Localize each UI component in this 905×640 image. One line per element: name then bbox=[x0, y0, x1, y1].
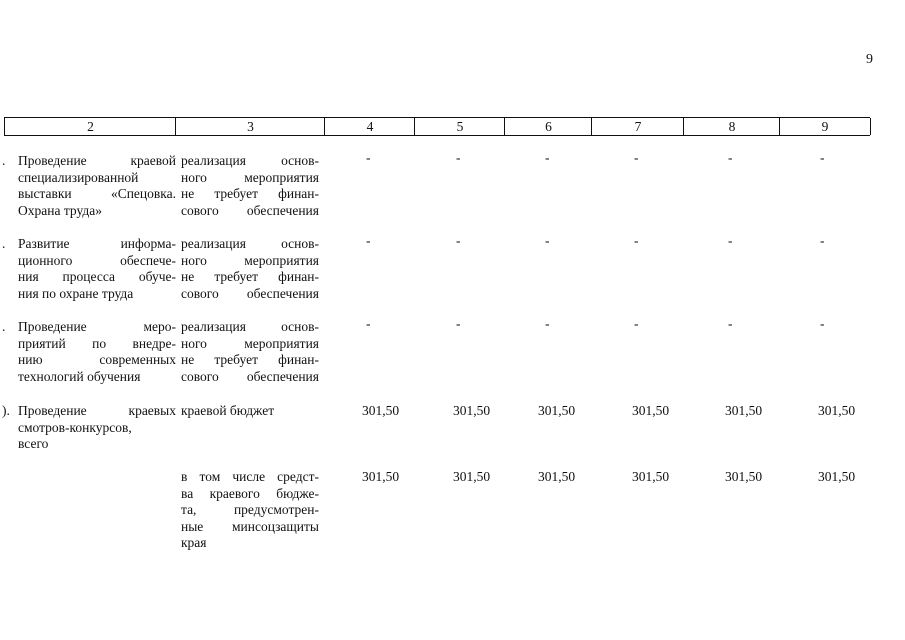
header-cell-9: 9 bbox=[779, 118, 871, 135]
value-cell-5: 301,50 bbox=[453, 469, 491, 484]
value-cell-9: - bbox=[820, 233, 825, 248]
value-cell-8: - bbox=[728, 233, 733, 248]
value-cell-7: - bbox=[634, 316, 639, 331]
value-cell-9: 301,50 bbox=[818, 403, 856, 418]
value-cell-4: 301,50 bbox=[362, 469, 400, 484]
value-cell-6: 301,50 bbox=[538, 403, 576, 418]
value-cell-7: - bbox=[634, 150, 639, 165]
header-cell-6: 6 bbox=[504, 118, 592, 135]
value-cell-9: 301,50 bbox=[818, 469, 856, 484]
measure-name: Проведение краевой специализированной выставки «Спецовка. Охрана труда» bbox=[18, 153, 176, 218]
value-cell-6: 301,50 bbox=[538, 469, 576, 484]
header-cell-4: 4 bbox=[324, 118, 415, 135]
measure-name: Проведение меро- приятий по внедре- нию современных технологий обучения bbox=[18, 319, 176, 384]
value-cell-8: 301,50 bbox=[725, 403, 763, 418]
value-cell-5: - bbox=[456, 150, 461, 165]
row-number: . bbox=[2, 153, 6, 168]
funding-source: краевой бюджет bbox=[181, 403, 275, 418]
value-cell-5: 301,50 bbox=[453, 403, 491, 418]
value-cell-7: - bbox=[634, 233, 639, 248]
funding-source: реализация основ- ного мероприятия не требует финан- сового обеспечения bbox=[181, 319, 319, 384]
table-header-row bbox=[4, 117, 870, 136]
value-cell-7: 301,50 bbox=[632, 403, 670, 418]
value-cell-8: - bbox=[728, 316, 733, 331]
value-cell-8: 301,50 bbox=[725, 469, 763, 484]
value-cell-4: - bbox=[366, 233, 371, 248]
header-cell-7: 7 bbox=[591, 118, 684, 135]
row-number: . bbox=[2, 319, 6, 334]
funding-source: реализация основ- ного мероприятия не требует финан- сового обеспечения bbox=[181, 236, 319, 301]
measure-name: Развитие информа- ционного обеспече- ния процесса обуче- ния по охране труда bbox=[18, 236, 176, 301]
funding-source: реализация основ- ного мероприятия не требует финан- сового обеспечения bbox=[181, 153, 319, 218]
value-cell-8: - bbox=[728, 150, 733, 165]
value-cell-9: - bbox=[820, 316, 825, 331]
measure-name: Проведение краевых смотров-конкурсов, всего bbox=[18, 403, 176, 451]
value-cell-6: - bbox=[545, 233, 550, 248]
value-cell-5: - bbox=[456, 233, 461, 248]
value-cell-4: 301,50 bbox=[362, 403, 400, 418]
row-number: . bbox=[2, 236, 6, 251]
header-cell-5: 5 bbox=[414, 118, 505, 135]
page-number: 9 bbox=[866, 52, 873, 67]
header-cell-2: 2 bbox=[4, 118, 176, 135]
value-cell-4: - bbox=[366, 150, 371, 165]
header-cell-3: 3 bbox=[175, 118, 325, 135]
value-cell-7: 301,50 bbox=[632, 469, 670, 484]
header-cell-8: 8 bbox=[683, 118, 780, 135]
value-cell-6: - bbox=[545, 316, 550, 331]
value-cell-4: - bbox=[366, 316, 371, 331]
value-cell-5: - bbox=[456, 316, 461, 331]
value-cell-9: - bbox=[820, 150, 825, 165]
value-cell-6: - bbox=[545, 150, 550, 165]
row-number: ). bbox=[2, 403, 10, 418]
funding-source: в том числе средст- ва краевого бюдже- та, предусмотрен- ные минсоцзащиты края bbox=[181, 469, 319, 550]
